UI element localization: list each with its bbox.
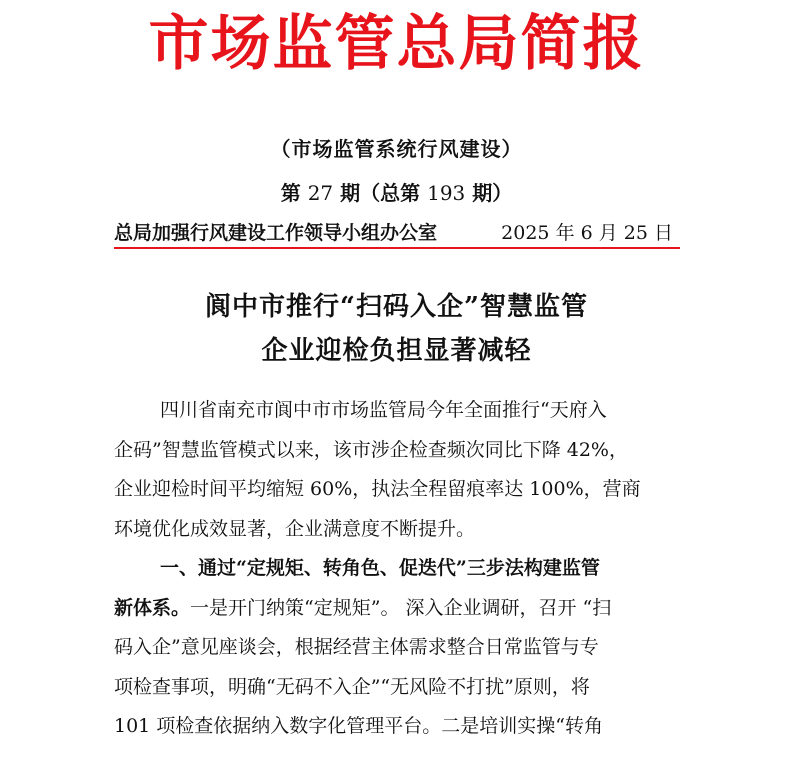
office-date-line [114,218,679,248]
paragraph-1 [114,391,680,549]
paragraph-line: 四川省南充市阆中市市场监管局今年全面推行“天府入 [160,399,607,421]
issue-num: 27 [307,181,334,205]
issue-number [0,177,793,206]
paragraph-line: 码入企”意见座谈会，根据经营主体需求整合日常监管与专 [114,636,599,658]
paragraph-line: 101 项检查依据纳入数字化管理平台。二是培训实操“转角 [114,715,604,737]
issue-total: 193 [427,181,466,205]
paragraph-line [114,589,680,629]
section-heading-2: 新体系。 [114,596,191,619]
issue-suffix: 期） [472,181,513,205]
issue-mid: 期（总第 [340,181,421,205]
paragraph-2 [114,549,680,747]
paragraph-line: 项检查事项，明确“无码不入企”“无风险不打扰”原则，将 [114,675,590,698]
issue-prefix: 第 [280,181,301,205]
issuing-office: 总局加强行风建设工作领导小组办公室 [114,222,438,244]
issue-date: 2025 年 6 月 25 日 [501,222,673,244]
headline-line-1: 阆中市推行“扫码入企”智慧监管 [205,292,588,322]
paragraph-line: 企码”智慧监管模式以来，该市涉企检查频次同比下降 42%， [114,438,628,461]
masthead-title: 市场监管总局简报 [148,9,645,79]
section-heading-1: 一、通过“定规矩、转角色、促迭代”三步法构建监管 [160,557,600,579]
paragraph-line: 环境优化成效显著，企业满意度不断提升。 [114,517,476,540]
red-divider [114,247,680,249]
paragraph-line: 企业迎检时间平均缩短 60%，执法全程留痕率达 100%，营商 [114,478,641,500]
paragraph-line-rest: 一是开门纳策“定规矩”。 深入企业调研，召开 “扫 [190,596,612,619]
series-subtitle: （市场监管系统行风建设） [270,137,523,161]
headline-line-2: 企业迎检负担显著减轻 [261,336,532,366]
